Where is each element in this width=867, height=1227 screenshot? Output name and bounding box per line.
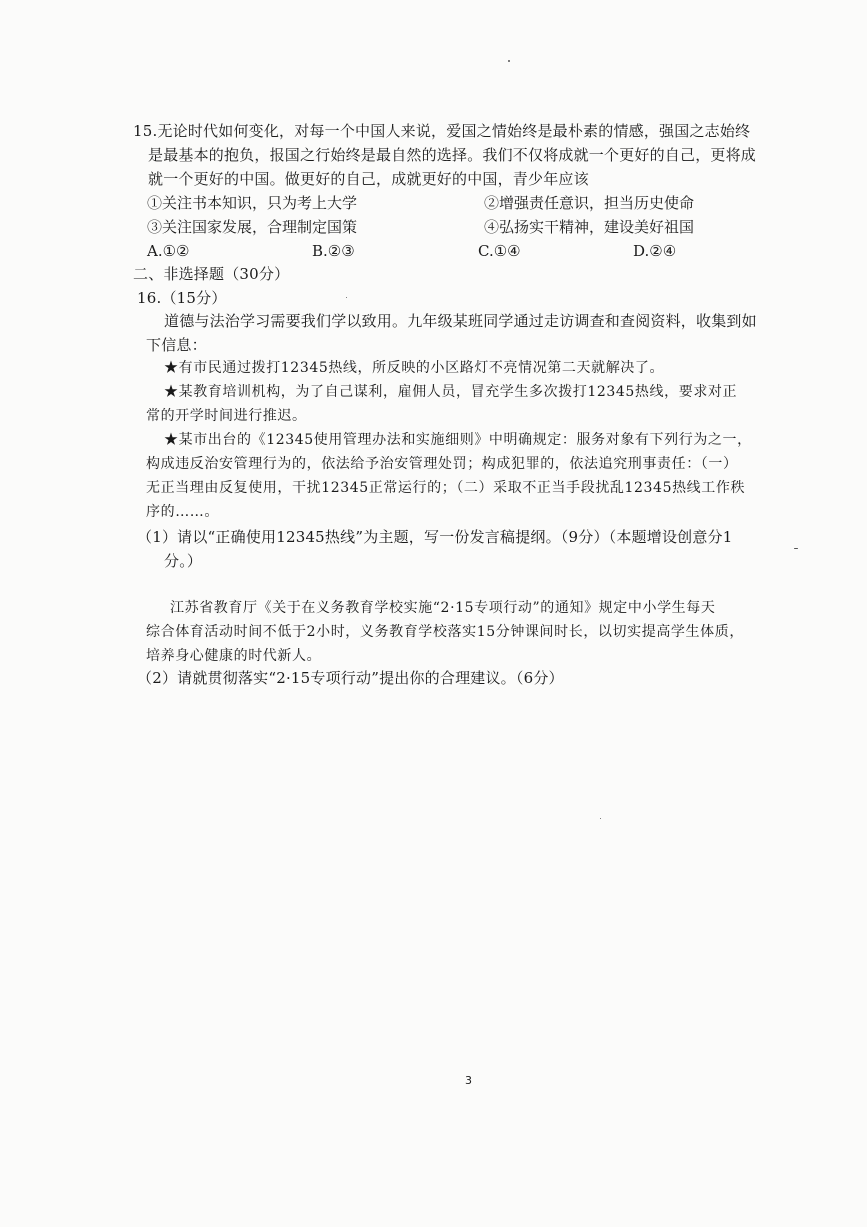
page-number: 3 [465,1074,472,1087]
q16-info-item: 序的……。 [146,504,219,520]
q16-intro-line: 道德与法治学习需要我们学以致用。九年级某班同学通过走访调查和查阅资料，收集到如 [164,312,757,330]
q15-item: ①关注书本知识，只为考上大学 [147,194,358,212]
q15-stem-line: 就一个更好的中国。做更好的自己，成就更好的中国，青少年应该 [148,170,589,188]
scan-speck [794,548,798,549]
q15-item: ③关注国家发展，合理制定国策 [147,218,358,236]
q16-info-item: 常的开学时间进行推迟。 [146,408,307,424]
q16-subquestion-1: 分。） [164,552,203,570]
q16-subquestion-2: （2）请就贯彻落实“2·15专项行动”提出你的合理建议。（6分） [137,669,564,687]
q16-info-item: ★有市民通过拨打12345热线，所反映的小区路灯不亮情况第二天就解决了。 [164,360,665,376]
q15-stem-line: 15.无论时代如何变化，对每一个中国人来说，爱国之情始终是最朴素的情感，强国之志始终 [133,122,751,140]
scan-speck [346,297,347,298]
q16-info-item: 构成违反治安管理行为的，依法给予治安管理处罚；构成犯罪的，依法追究刑事责任：（一） [146,456,738,472]
scan-speck [508,60,510,62]
q16-subquestion-1: （1）请以“正确使用12345热线”为主题，写一份发言稿提纲。（9分）（本题增设创意分1 [137,528,733,546]
q15-option-d: D.②④ [633,242,677,260]
q15-option-a: A.①② [147,242,190,260]
q15-option-c: C.①④ [478,242,521,260]
section-heading: 二、非选择题（30分） [133,265,290,283]
q16-material-line: 培养身心健康的时代新人。 [146,648,322,664]
q15-stem-line: 是最基本的抱负，报国之行始终是最自然的选择。我们不仅将成就一个更好的自己，更将成 [148,146,757,164]
q15-item: ④弘扬实干精神，建设美好祖国 [484,218,695,236]
q16-material-line: 综合体育活动时间不低于2小时，义务教育学校落实15分钟课间时长，以切实提高学生体质， [146,624,744,640]
q16-info-item: 无正当理由反复使用，干扰12345正常运行的；（二）采取不正当手段扰乱12345热线工作秩 [146,480,746,496]
q16-info-item: ★某教育培训机构，为了自己谋利，雇佣人员，冒充学生多次拨打12345热线，要求对正 [164,384,738,400]
scan-speck [600,818,601,819]
q16-material-line: 江苏省教育厅《关于在义务教育学校实施“2·15专项行动”的通知》规定中小学生每天 [170,600,716,616]
q16-number: 16.（15分） [137,289,227,307]
q16-info-item: ★某市出台的《12345使用管理办法和实施细则》中明确规定：服务对象有下列行为之一， [164,432,752,448]
q16-intro-line: 下信息： [146,336,207,354]
q15-item: ②增强责任意识，担当历史使命 [484,194,695,212]
q15-option-b: B.②③ [312,242,355,260]
